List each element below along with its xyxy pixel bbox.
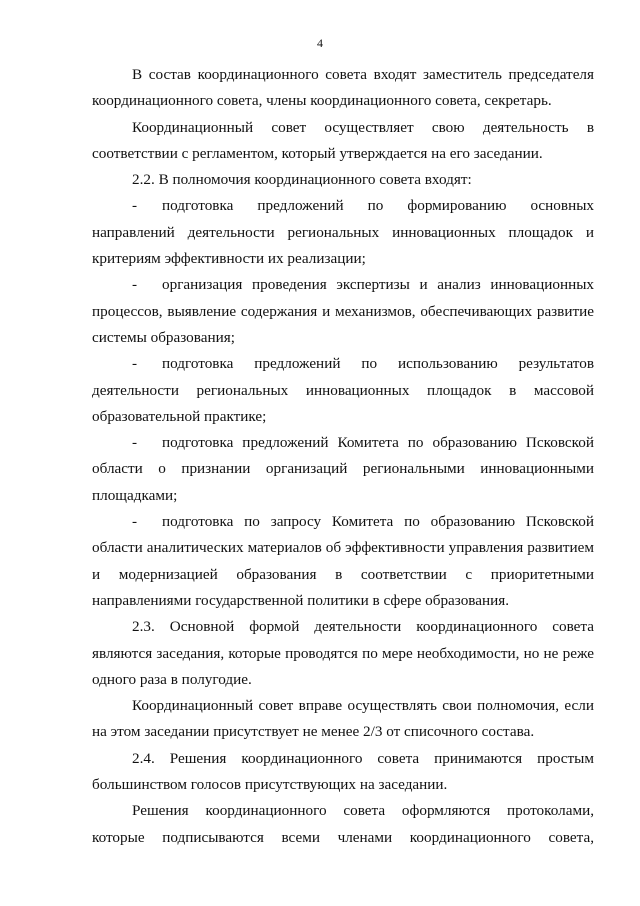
paragraph-council-regulations: Координационный совет осуществляет свою деятельность в соответствии с регламентом, который утверждается на его заседании.	[92, 118, 594, 162]
list-item-text: подготовка предложений по использованию результатов деятельности региональных инновационных площадок в массовой образовательной практике;	[92, 355, 594, 425]
list-item	[92, 272, 594, 351]
list-item	[92, 509, 594, 614]
list-item-text: подготовка по запросу Комитета по образованию Псковской области аналитических материалов об эффективности управления развитием и модернизацией образования в соответствии с приоритетными направлениями государственной политики в сфере образования.	[92, 513, 594, 609]
list-dash: -	[132, 197, 138, 215]
list-dash: -	[132, 434, 138, 452]
document-body	[92, 62, 594, 851]
paragraph-section-2-4: 2.4. Решения координационного совета принимаются простым большинством голосов присутствующих на заседании.	[92, 749, 594, 794]
paragraph-quorum: Координационный совет вправе осуществлять свои полномочия, если на этом заседании присутствует не менее 2/3 от списочного состава.	[92, 697, 594, 741]
list-item	[92, 193, 594, 272]
list-item	[92, 430, 594, 509]
paragraph-council-composition: В состав координационного совета входят заместитель председателя координационного совета, члены координационного совета, секретарь.	[92, 66, 594, 110]
page-number: 4	[317, 36, 323, 50]
paragraph-section-2-2: 2.2. В полномочия координационного совета входят:	[132, 171, 472, 189]
list-item-text: подготовка предложений по формированию основных направлений деятельности региональных инновационных площадок и критериям эффективности их реализации;	[92, 197, 594, 268]
list-dash: -	[132, 513, 138, 531]
list-item-text: организация проведения экспертизы и анализ инновационных процессов, выявление содержания и механизмов, обеспечивающих развитие системы образования;	[92, 276, 594, 346]
paragraph-decisions-protocols: Решения координационного совета оформляются протоколами, которые подписываются всеми членами координационного совета,	[92, 802, 594, 846]
list-dash: -	[132, 276, 138, 294]
list-dash: -	[132, 355, 138, 373]
list-item	[92, 351, 594, 430]
list-item-text: подготовка предложений Комитета по образованию Псковской области о признании организаций региональными инновационными площадками;	[92, 434, 594, 504]
paragraph-section-2-3: 2.3. Основной формой деятельности координационного совета являются заседания, которые проводятся по мере необходимости, но не реже одного раза в полугодие.	[92, 618, 594, 688]
